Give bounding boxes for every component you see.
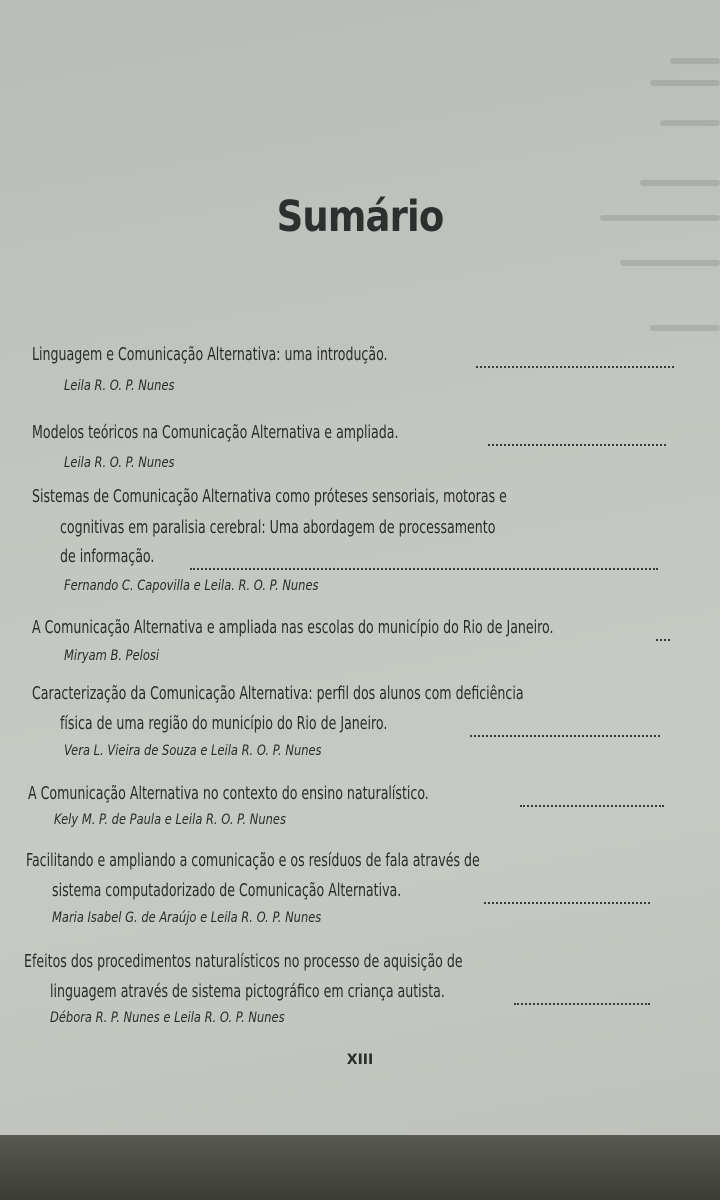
dot-leader bbox=[484, 902, 650, 904]
entry-title-line: Facilitando e ampliando a comunicação e os resíduos de fala através de bbox=[26, 851, 480, 871]
entry-title-line: sistema computadorizado de Comunicação Alternativa. bbox=[52, 881, 402, 901]
entry-title-line: física de uma região do município do Rio de Janeiro. bbox=[60, 714, 388, 734]
entry-title-line: Sistemas de Comunicação Alternativa como próteses sensoriais, motoras e bbox=[32, 487, 507, 507]
entry-title-line: cognitivas em paralisia cerebral: Uma abordagem de processamento bbox=[60, 518, 496, 538]
entry-title-line: A Comunicação Alternativa no contexto do ensino naturalístico. bbox=[28, 784, 429, 804]
entry-author: Miryam B. Pelosi bbox=[64, 648, 160, 664]
dot-leader bbox=[488, 444, 666, 446]
page-folio: XIII bbox=[346, 1052, 374, 1068]
dot-leader bbox=[656, 639, 670, 641]
entry-author: Fernando C. Capovilla e Leila. R. O. P. Nunes bbox=[64, 578, 319, 594]
entry-author: Leila R. O. P. Nunes bbox=[64, 455, 175, 471]
entry-author: Leila R. O. P. Nunes bbox=[64, 378, 175, 394]
background-surface bbox=[0, 1135, 720, 1200]
dot-leader bbox=[520, 805, 664, 807]
dot-leader bbox=[514, 1003, 650, 1005]
entry-title-line: Modelos teóricos na Comunicação Alternativa e ampliada. bbox=[32, 423, 399, 443]
entry-author: Kely M. P. de Paula e Leila R. O. P. Nunes bbox=[54, 812, 286, 828]
entry-title-line: linguagem através de sistema pictográfico em criança autista. bbox=[50, 982, 445, 1002]
entry-author: Vera L. Vieira de Souza e Leila R. O. P. Nunes bbox=[64, 743, 322, 759]
dot-leader bbox=[470, 735, 660, 737]
page-title: Sumário bbox=[276, 192, 444, 242]
dot-leader bbox=[190, 568, 658, 570]
entry-title-line: Linguagem e Comunicação Alternativa: uma introdução. bbox=[32, 345, 388, 365]
entry-title-line: Efeitos dos procedimentos naturalísticos no processo de aquisição de bbox=[24, 952, 463, 972]
entry-author: Débora R. P. Nunes e Leila R. O. P. Nunes bbox=[50, 1010, 285, 1026]
dot-leader bbox=[476, 366, 674, 368]
entry-author: Maria Isabel G. de Araújo e Leila R. O. P. Nunes bbox=[52, 910, 322, 926]
entry-title-line: de informação. bbox=[60, 547, 155, 567]
entry-title-line: Caracterização da Comunicação Alternativa: perfil dos alunos com deficiência bbox=[32, 684, 524, 704]
entry-title-line: A Comunicação Alternativa e ampliada nas escolas do município do Rio de Janeiro. bbox=[32, 618, 554, 638]
